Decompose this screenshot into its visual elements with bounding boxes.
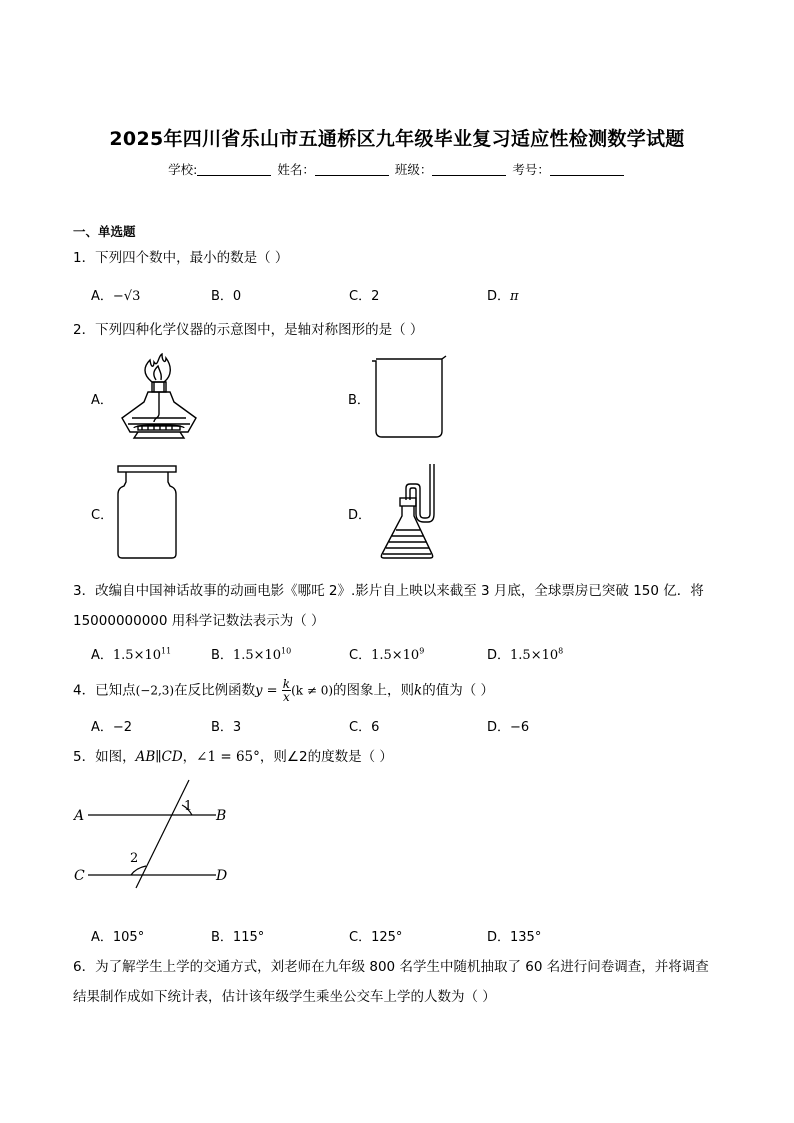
q3-option-d[interactable]: D．$1.5\times 10^8$ — [487, 646, 564, 663]
exam-no-field[interactable] — [550, 163, 624, 176]
q2-option-a-label[interactable]: A． — [91, 393, 113, 408]
question-1-options — [91, 285, 691, 305]
question-3-stem-line2: 15000000000 用科学记数法表示为（ ） — [73, 613, 325, 629]
q3-option-a[interactable]: A．$1.5\times 10^{11}$ — [91, 646, 172, 663]
q5-option-b[interactable]: B．115° — [211, 930, 265, 945]
alcohol-lamp-figure — [118, 352, 200, 440]
angle-2-label: 2 — [130, 851, 139, 866]
name-field[interactable] — [315, 163, 389, 176]
flask-figure — [376, 460, 438, 562]
question-2-stem: 2．下列四种化学仪器的示意图中，是轴对称图形的是（ ） — [73, 322, 424, 338]
parallel-lines-figure — [70, 778, 240, 890]
question-3-options — [91, 644, 691, 664]
q5-option-c[interactable]: C．125° — [349, 930, 403, 945]
question-5-stem: 5．如图，AB∥CD，∠1 = 65°，则∠2的度数是（ ） — [73, 749, 393, 765]
q1-option-c[interactable]: C．2 — [349, 289, 380, 304]
question-3-stem-line1: 3．改编自中国神话故事的动画电影《哪吒 2》.影片自上映以来截至 3 月底，全球票房已突破 150 亿．将 — [73, 583, 704, 599]
q4-option-c[interactable]: C．6 — [349, 720, 380, 735]
reagent-bottle-figure — [114, 464, 180, 560]
student-info-line — [0, 160, 794, 178]
q1-option-b[interactable]: B．0 — [211, 289, 242, 304]
school-field[interactable] — [197, 163, 271, 176]
point-b-label: B — [216, 808, 227, 824]
question-4-options — [91, 716, 691, 736]
point-c-label: C — [74, 868, 85, 884]
q2-option-b-label[interactable]: B． — [348, 393, 370, 408]
q5-option-a[interactable]: A．105° — [91, 930, 145, 945]
q2-option-c-label[interactable]: C． — [91, 508, 114, 523]
question-6-stem-line1: 6．为了解学生上学的交通方式，刘老师在九年级 800 名学生中随机抽取了 60 名进行问卷调查，并将调查 — [73, 959, 709, 975]
q5-option-d[interactable]: D．135° — [487, 930, 542, 945]
class-field[interactable] — [432, 163, 506, 176]
school-label: 学校: — [168, 162, 198, 177]
point-a-label: A — [74, 808, 85, 824]
question-4-stem: 4．已知点(−2,3)在反比例函数y = $\frac{k}{x}$ (k ≠ 0)的图象上，则k的值为（ ） — [73, 677, 494, 704]
question-6-stem-line2: 结果制作成如下统计表，估计该年级学生乘坐公交车上学的人数为（ ） — [73, 989, 496, 1005]
q3-option-b[interactable]: B．$1.5\times 10^{10}$ — [211, 646, 292, 663]
q4-option-a[interactable]: A．−2 — [91, 720, 133, 735]
class-label: 班级： — [394, 162, 433, 177]
q4-option-b[interactable]: B．3 — [211, 720, 242, 735]
name-label: 姓名： — [277, 162, 315, 177]
q1-option-a[interactable]: A．−√3 — [91, 289, 141, 304]
beaker-figure — [370, 355, 450, 441]
q1-option-d[interactable]: D．π — [487, 289, 519, 304]
q2-option-d-label[interactable]: D． — [348, 508, 372, 523]
section-heading: 一、单选题 — [73, 224, 136, 239]
q4-option-d[interactable]: D．−6 — [487, 720, 530, 735]
point-d-label: D — [216, 868, 228, 884]
fraction-k-over-x: $\frac{k}{x}$ — [282, 677, 291, 704]
angle-1-label: 1 — [184, 799, 193, 814]
question-1-stem: 1．下列四个数中，最小的数是（ ） — [73, 250, 289, 266]
exam-no-label: 考号： — [512, 162, 550, 177]
page-title: 2025年四川省乐山市五通桥区九年级毕业复习适应性检测数学试题 — [109, 128, 685, 150]
q3-option-c[interactable]: C．$1.5\times 10^9$ — [349, 646, 425, 663]
question-5-options — [91, 926, 691, 946]
